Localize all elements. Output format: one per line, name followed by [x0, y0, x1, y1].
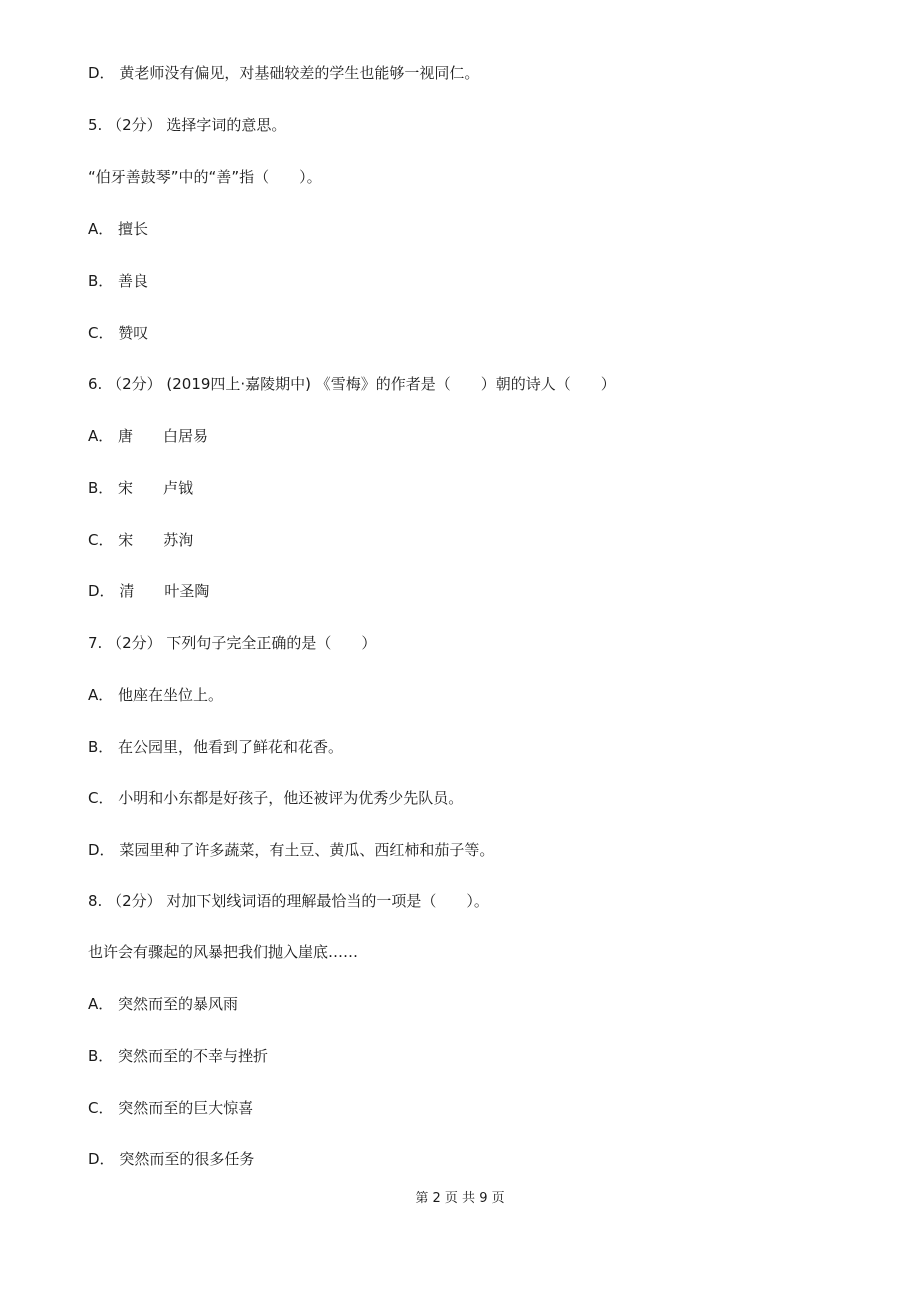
q6-option-a: A． 唐 白居易 — [88, 427, 209, 445]
q6-option-c: C． 宋 苏洵 — [88, 531, 194, 549]
q7-question: 7. （2分） 下列句子完全正确的是（ ） — [88, 634, 377, 652]
q7-option-c: C． 小明和小东都是好孩子，他还被评为优秀少先队员。 — [88, 789, 464, 807]
q8-question: 8. （2分） 对加下划线词语的理解最恰当的一项是（ ）。 — [88, 892, 489, 910]
q6-option-b: B． 宋 卢钺 — [88, 479, 194, 497]
q8-option-c: C． 突然而至的巨大惊喜 — [88, 1099, 254, 1117]
q8-option-a: A． 突然而至的暴风雨 — [88, 995, 239, 1013]
q5-question: 5. （2分） 选择字词的意思。 — [88, 116, 287, 134]
q8-option-b: B． 突然而至的不幸与挫折 — [88, 1047, 269, 1065]
q4-option-d: D． 黄老师没有偏见，对基础较差的学生也能够一视同仁。 — [88, 64, 480, 82]
q8-option-d: D． 突然而至的很多任务 — [88, 1150, 255, 1168]
q5-prompt: “伯牙善鼓琴”中的“善”指（ ）。 — [88, 168, 322, 186]
q6-option-d: D． 清 叶圣陶 — [88, 582, 210, 600]
q7-option-a: A． 他座在坐位上。 — [88, 686, 224, 704]
q7-option-d: D． 菜园里种了许多蔬菜，有土豆、黄瓜、西红柿和茄子等。 — [88, 841, 495, 859]
q5-option-c: C． 赞叹 — [88, 324, 149, 342]
page-footer: 第 2 页 共 9 页 — [415, 1191, 505, 1206]
q5-option-b: B． 善良 — [88, 272, 149, 290]
q8-prompt: 也许会有骤起的风暴把我们抛入崖底…… — [88, 943, 359, 961]
q6-question: 6. （2分） (2019四上·嘉陵期中) 《雪梅》的作者是（ ）朝的诗人（ ） — [88, 375, 616, 393]
q5-option-a: A． 擅长 — [88, 220, 149, 238]
q7-option-b: B． 在公园里，他看到了鲜花和花香。 — [88, 738, 344, 756]
